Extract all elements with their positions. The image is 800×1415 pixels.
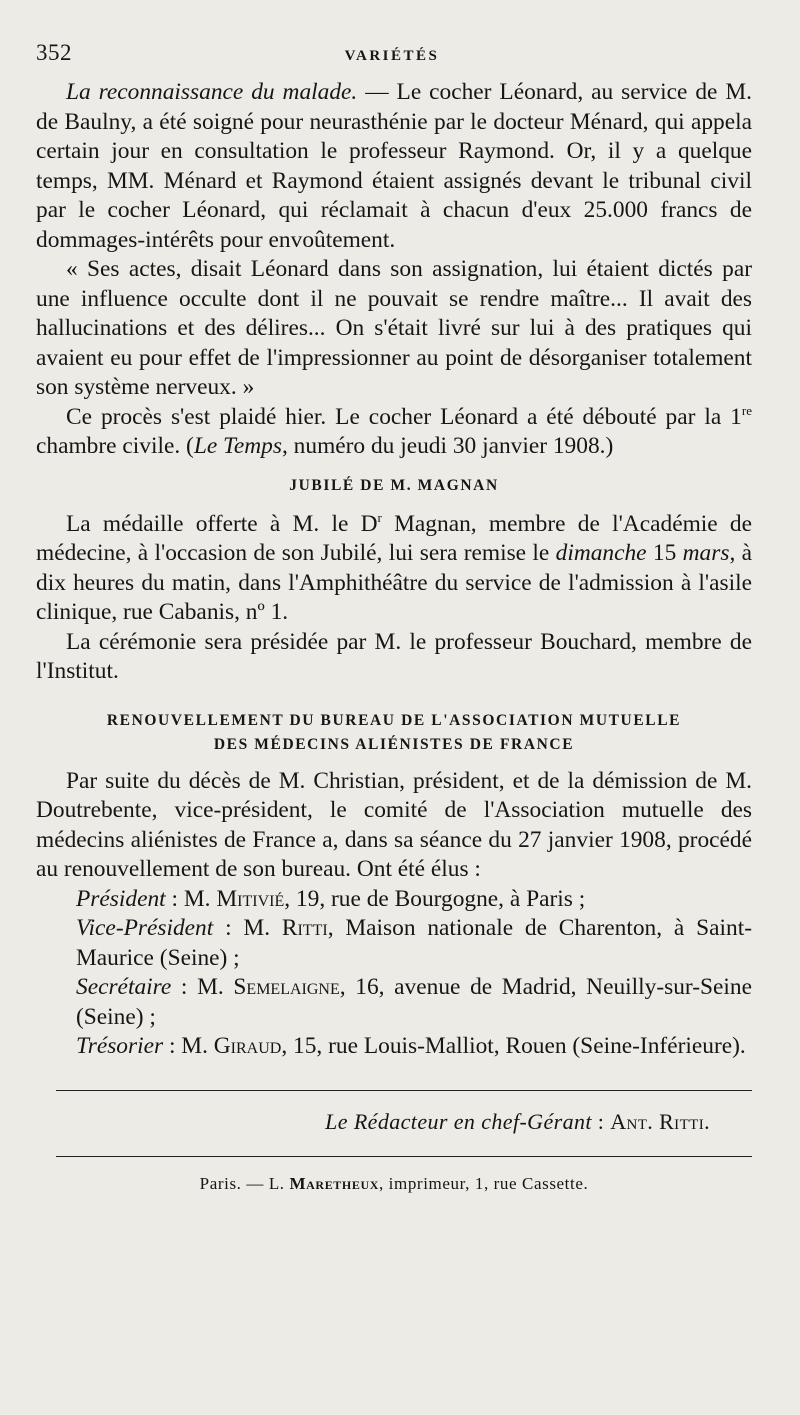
- printer-imprint: [36, 1169, 752, 1199]
- officer-role: Vice-Président: [76, 915, 214, 941]
- officer-role: Secrétaire: [76, 974, 172, 1000]
- article1-paragraph-1: [36, 78, 752, 255]
- editor-signature: [36, 1107, 710, 1137]
- officer-sep: : M.: [171, 974, 234, 1000]
- imprint-text-a: Paris. — L.: [199, 1174, 290, 1193]
- article1-paragraph-3: [36, 403, 752, 462]
- footer-rule-top: [56, 1090, 752, 1091]
- officer-sep: : M.: [163, 1033, 214, 1059]
- article1-p3-text-b: chambre civile. (: [36, 433, 194, 459]
- officer-address: , 19, rue de Bourgogne, à Paris ;: [284, 885, 586, 912]
- officer-secretary: [36, 973, 752, 1032]
- article3-title-line-1: RENOUVELLEMENT DU BUREAU DE L'ASSOCIATION MUTUELLE: [106, 711, 682, 729]
- article1-p3-text-c: , numéro du jeudi 30 janvier 1908.): [281, 433, 614, 459]
- officer-president: [36, 885, 752, 915]
- article2-p1-text-b: Magnan, membre de l'Académie de médecine, à l'occasion de son Jubilé, lui sera remise le: [36, 510, 752, 566]
- article3-paragraph-1: Par suite du décès de M. Christian, président, et de la démission de M. Doutrebente, vice-président, le comité de l'Association mutuelle des médecins aliénistes de France a, dans sa séance du 27 janvier 1908, procédé au renouvellement de son bureau. Ont été élus :: [36, 767, 752, 882]
- article2-p1-text-a: La médaille offerte à M. le D: [66, 510, 378, 537]
- running-head: VARIÉTÉS: [344, 48, 440, 64]
- article1-paragraph-2: « Ses actes, disait Léonard dans son assignation, lui étaient dictés par une influence occulte dont il ne pouvait se rendre maître... Il avait des hallucinations et des délires... On s'était livré sur lui à des pratiques qui avaient eu pour effet de l'impressionner au point de désorganiser totalement son système nerveux. »: [36, 256, 752, 400]
- printer-name: Maretheux: [289, 1174, 379, 1193]
- officer-vice-president: [36, 914, 752, 973]
- article2-p1-text-c: 15: [646, 540, 683, 566]
- ceremony-day: dimanche: [555, 540, 647, 566]
- article2-paragraph-1: [36, 510, 752, 628]
- signature-role: Le Rédacteur en chef-Gérant: [325, 1108, 592, 1134]
- signature-sep: :: [591, 1108, 611, 1134]
- officer-name: Semelaigne: [233, 974, 340, 1000]
- page-header: [36, 38, 752, 78]
- officer-address: , 15, rue Louis-Malliot, Rouen (Seine-Inférieure).: [281, 1033, 746, 1059]
- newspaper-title: Le Temps: [193, 433, 282, 459]
- officer-list: [36, 885, 752, 1062]
- officer-name: Mitivié: [216, 885, 285, 912]
- article3-title-line-2: DES MÉDECINS ALIÉNISTES DE FRANCE: [213, 735, 575, 753]
- article1-p3-text-a: Ce procès s'est plaidé hier. Le cocher Léonard a été débouté par la 1: [66, 403, 742, 430]
- article2-p1-text-d: , à dix heures du matin, dans l'Amphithéâtre du service de l'admission à l'asile clinique, rue Cabanis, nº 1.: [36, 540, 753, 625]
- page-content: [36, 38, 752, 1199]
- officer-role: Trésorier: [76, 1033, 164, 1059]
- imprint-text-b: , imprimeur, 1, rue Cassette.: [378, 1174, 589, 1193]
- officer-role: Président: [76, 885, 166, 912]
- officer-sep: : M.: [213, 915, 282, 941]
- officer-address: , 16, avenue de Madrid, Neuilly-sur-Seine (Seine) ;: [76, 974, 753, 1030]
- officer-sep: : M.: [165, 885, 217, 912]
- article1-p1-text: — Le cocher Léonard, au service de M. de Baulny, a été soigné pour neurasthénie par le docteur Ménard, qui appela certain jour en consultation le professeur Raymond. Or, il y a quelque temps, MM. Ménard et Raymond étaient assignés devant le tribunal civil par le cocher Léonard, qui réclamait à chacun d'eux 25.000 francs de dommages-intérêts pour envoûtement.: [36, 79, 752, 253]
- article1-title: La reconnaissance du malade.: [66, 79, 358, 105]
- doctor-superscript: r: [377, 509, 382, 525]
- ordinal-superscript: re: [741, 402, 752, 418]
- footer-rule-bottom: [56, 1156, 752, 1157]
- officer-name: Ritti: [281, 915, 328, 941]
- page-number: 352: [36, 40, 72, 65]
- officer-treasurer: [36, 1032, 752, 1062]
- article2-paragraph-2: La cérémonie sera présidée par M. le professeur Bouchard, membre de l'Institut.: [36, 628, 752, 684]
- signature-name: Ant. Ritti.: [610, 1108, 710, 1134]
- officer-address: , Maison nationale de Charenton, à Saint-Maurice (Seine) ;: [76, 915, 752, 971]
- officer-name: Giraud: [213, 1033, 282, 1059]
- ceremony-month: mars: [682, 540, 730, 566]
- article2-title: JUBILÉ DE M. MAGNAN: [289, 476, 499, 494]
- article3-title: [36, 709, 752, 757]
